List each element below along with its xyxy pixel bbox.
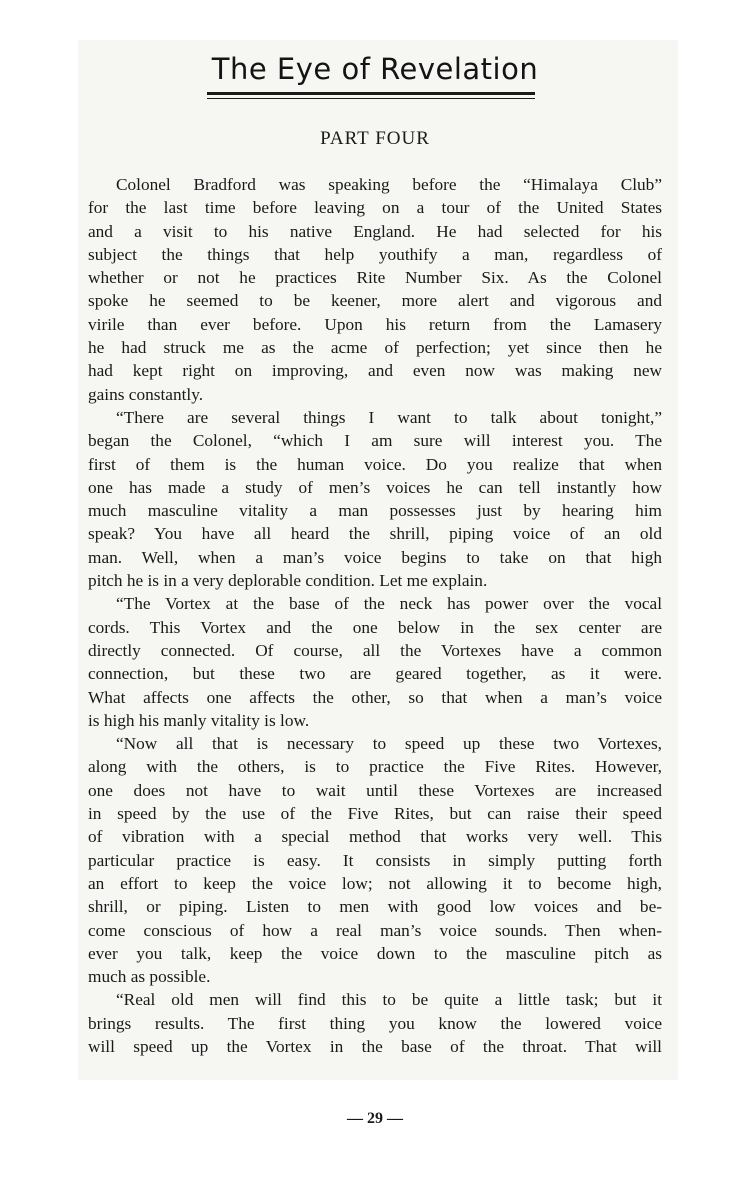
text-line: cords. This Vortex and the one below in the sex center are [88,617,662,637]
text-line: for the last time before leaving on a tour of the United States [88,198,662,218]
text-line: whether or not he practices Rite Number Six. As the Colonel [88,268,662,288]
running-head: The Eye of Revelation [211,52,539,86]
text-line: man. Well, when a man’s voice begins to take on that high [88,547,662,567]
text-line: connection, but these two are geared together, as it were. [88,664,662,684]
text-line: much masculine vitality a man possesses just by hearing him [88,501,662,521]
text-line: come conscious of how a real man’s voice sounds. Then when- [88,920,662,940]
text-line: brings results. The first thing you know the lowered voice [88,1013,662,1033]
text-line: an effort to keep the voice low; not allowing it to become high, [88,873,662,893]
text-line: began the Colonel, “which I am sure will interest you. The [88,431,662,451]
title-rule-thick [207,92,535,95]
text-line: of vibration with a special method that works very well. This [88,827,662,847]
title-rule-thin [207,98,535,99]
text-line: one has made a study of men’s voices he can tell instantly how [88,477,662,497]
body-text [88,173,662,1058]
text-line: gains constantly. [88,384,204,404]
text-line: “The Vortex at the base of the neck has power over the vocal [116,594,662,614]
text-line: spoke he seemed to be keener, more alert and vigorous and [88,291,662,311]
text-line: directly connected. Of course, all the Vortexes have a common [88,640,662,660]
text-line: “There are several things I want to talk about tonight,” [116,407,662,427]
text-line: along with the others, is to practice the Five Rites. However, [88,757,662,777]
text-line: particular practice is easy. It consists in simply putting forth [88,850,662,870]
text-line: he had struck me as the acme of perfection; yet since then he [88,338,662,358]
text-line: speak? You have all heard the shrill, piping voice of an old [88,524,662,544]
text-line: pitch he is in a very deplorable condition. Let me explain. [88,571,488,591]
text-line: subject the things that help youthify a man, regardless of [88,244,662,264]
text-line: first of them is the human voice. Do you realize that when [88,454,662,474]
text-line: will speed up the Vortex in the base of the throat. That will [88,1036,662,1056]
text-line: and a visit to his native England. He had selected for his [88,221,662,241]
text-line: is high his manly vitality is low. [88,710,310,730]
part-heading: PART FOUR [320,128,430,149]
text-line: one does not have to wait until these Vortexes are increased [88,780,662,800]
text-line: “Now all that is necessary to speed up these two Vortexes, [116,734,662,754]
text-line: ever you talk, keep the voice down to the masculine pitch as [88,943,662,963]
text-line: much as possible. [88,967,211,987]
text-line: What affects one affects the other, so that when a man’s voice [88,687,662,707]
text-line: virile than ever before. Upon his return from the Lamasery [88,314,662,334]
text-line: “Real old men will find this to be quite a little task; but it [116,990,662,1010]
text-line: shrill, or piping. Listen to men with good low voices and be- [88,897,662,917]
text-line: in speed by the use of the Five Rites, but can raise their speed [88,804,662,824]
text-line: had kept right on improving, and even now was making new [88,361,662,381]
page-number: — 29 — [347,1110,403,1127]
text-line: Colonel Bradford was speaking before the “Himalaya Club” [116,175,662,194]
